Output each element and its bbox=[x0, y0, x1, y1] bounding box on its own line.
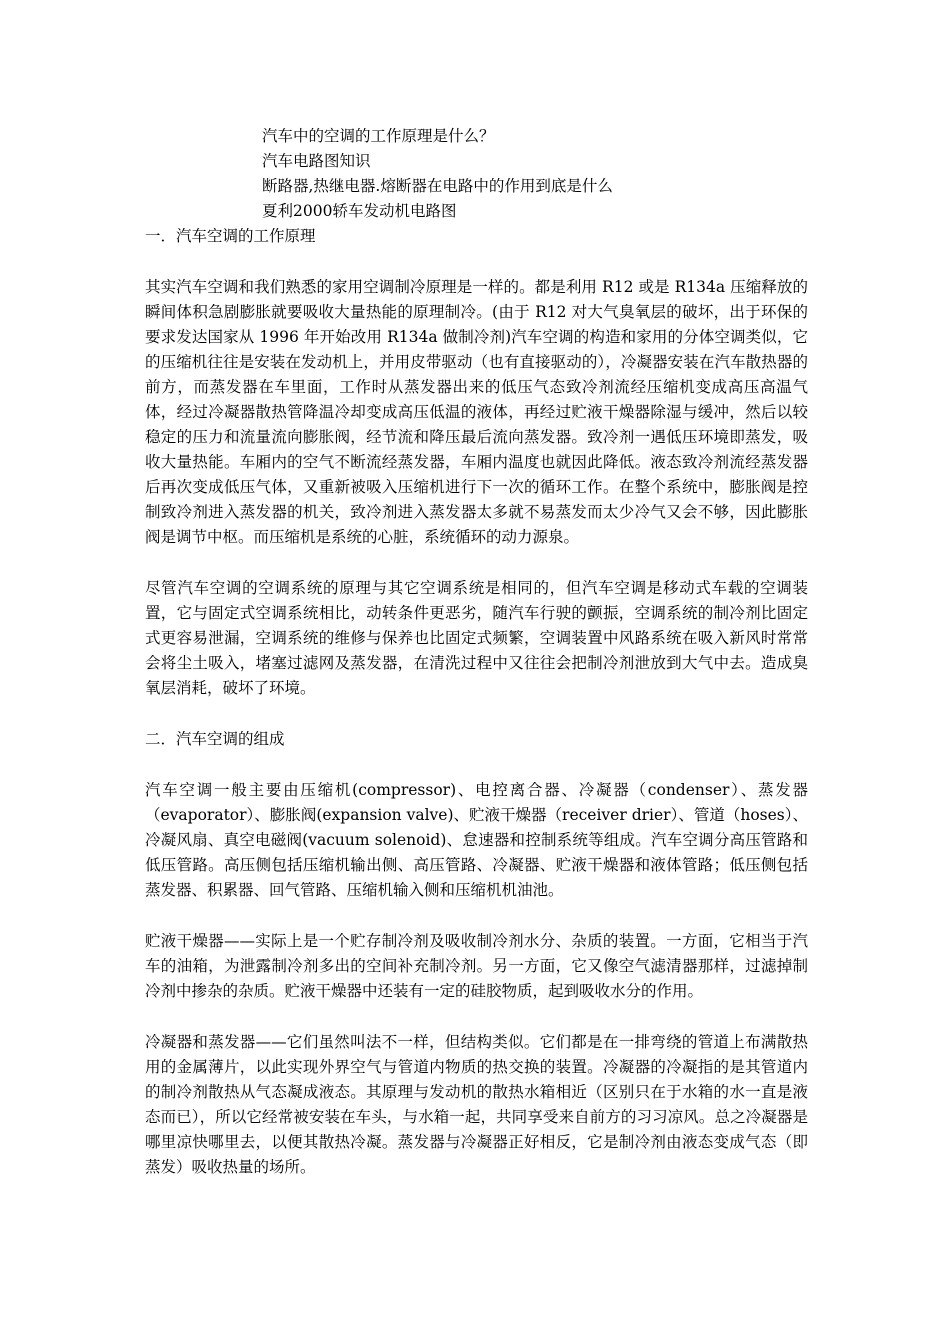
related-link[interactable]: 汽车电路图知识 bbox=[262, 152, 371, 170]
paragraph: 汽车空调一般主要由压缩机(compressor)、电控离合器、冷凝器（condenser）、蒸发器（evaporator）、膨胀阀(expansion valve)、贮液干燥器（receiver drier）、管道（hoses）、冷凝风扇、真空电磁阀(vacuum solenoid)、怠速器和控制系统等组成。汽车空调分高压管路和低压管路。高压侧包括压缩机输出侧、高压管路、冷凝器、贮液干燥器和液体管路；低压侧包括蒸发器、积累器、回气管路、压缩机输入侧和压缩机机油池。 bbox=[145, 781, 808, 899]
related-link[interactable]: 汽车中的空调的工作原理是什么？ bbox=[262, 127, 495, 145]
paragraph: 冷凝器和蒸发器——它们虽然叫法不一样，但结构类似。它们都是在一排弯绕的管道上布满散热用的金属薄片，以此实现外界空气与管道内物质的热交换的装置。冷凝器的冷凝指的是其管道内的制冷剂散热从气态凝成液态。其原理与发动机的散热水箱相近（区别只在于水箱的水一直是液态而已），所以它经常被安装在车头，与水箱一起，共同享受来自前方的习习凉风。总之冷凝器是哪里凉快哪里去，以便其散热冷凝。蒸发器与冷凝器正好相反，它是制冷剂由液态变成气态（即蒸发）吸收热量的场所。 bbox=[145, 1033, 808, 1176]
section-heading-working-principle: 一．汽车空调的工作原理 bbox=[145, 227, 316, 245]
related-link[interactable]: 夏利2000轿车发动机电路图 bbox=[262, 202, 457, 220]
related-links-list bbox=[262, 124, 822, 224]
paragraph: 贮液干燥器——实际上是一个贮存制冷剂及吸收制冷剂水分、杂质的装置。一方面，它相当于汽车的油箱，为泄露制冷剂多出的空间补充制冷剂。另一方面，它又像空气滤清器那样，过滤掉制冷剂中掺杂的杂质。贮液干燥器中还装有一定的硅胶物质，起到吸收水分的作用。 bbox=[145, 932, 808, 1000]
paragraph: 尽管汽车空调的空调系统的原理与其它空调系统是相同的，但汽车空调是移动式车载的空调装置，它与固定式空调系统相比，动转条件更恶劣，随汽车行驶的颤振，空调系统的制冷剂比固定式更容易泄漏，空调系统的维修与保养也比固定式频繁，空调装置中风路系统在吸入新风时常常会将尘土吸入，堵塞过滤网及蒸发器，在清洗过程中又往往会把制冷剂泄放到大气中去。造成臭氧层消耗，破坏了环境。 bbox=[145, 579, 808, 697]
article-body bbox=[145, 224, 808, 1180]
section-heading-composition: 二．汽车空调的组成 bbox=[145, 730, 285, 748]
related-link[interactable]: 断路器,热继电器.熔断器在电路中的作用到底是什么 bbox=[262, 177, 613, 195]
paragraph: 其实汽车空调和我们熟悉的家用空调制冷原理是一样的。都是利用 R12 或是 R134a 压缩释放的瞬间体积急剧膨胀就要吸收大量热能的原理制冷。(由于 R12 对大气臭氧层的破坏，出于环保的要求发达国家从 1996 年开始改用 R134a 做制冷剂)汽车空调的构造和家用的分体空调类似，它的压缩机往往是安装在发动机上，并用皮带驱动（也有直接驱动的），冷凝器安装在汽车散热器的前方，而蒸发器在车里面，工作时从蒸发器出来的低压气态致冷剂流经压缩机变成高压高温气体，经过冷凝器散热管降温冷却变成高压低温的液体，再经过贮液干燥器除湿与缓冲，然后以较稳定的压力和流量流向膨胀阀，经节流和降压最后流向蒸发器。致冷剂一遇低压环境即蒸发，吸收大量热能。车厢内的空气不断流经蒸发器，车厢内温度也就因此降低。液态致冷剂流经蒸发器后再次变成低压气体，又重新被吸入压缩机进行下一次的循环工作。在整个系统中，膨胀阀是控制致冷剂进入蒸发器的机关，致冷剂进入蒸发器太多就不易蒸发而太少冷气又会不够，因此膨胀阀是调节中枢。而压缩机是系统的心脏，系统循环的动力源泉。 bbox=[145, 278, 808, 546]
